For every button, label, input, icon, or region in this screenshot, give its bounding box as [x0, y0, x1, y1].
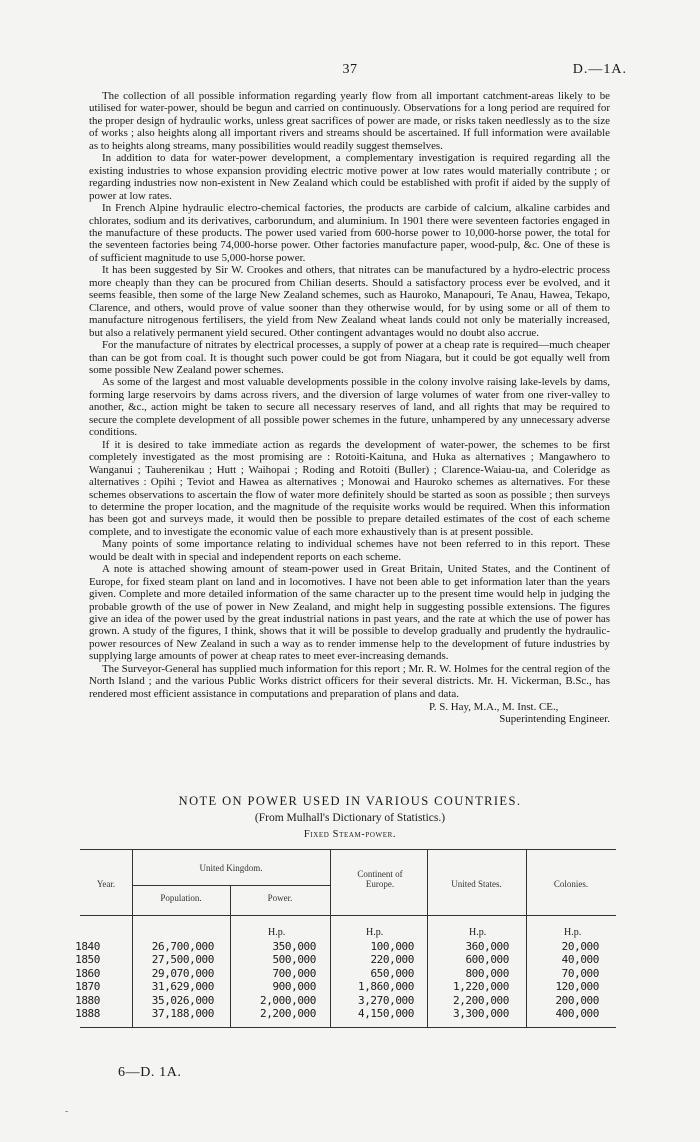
table-cell-colonies: 40,000	[561, 953, 599, 967]
table-cell-population: 29,070,000	[151, 966, 214, 980]
table-cell-population: 37,188,000	[151, 1007, 214, 1020]
signature-title: Superintending Engineer.	[499, 713, 610, 726]
table-cell-us: 600,000	[465, 953, 509, 967]
paragraph: For the manufacture of nitrates by electrical processes, a supply of power at a cheap rate is required—much cheaper than can be got from coal. It is thought such power could be got from Niagara, but it could be got equally well from some possible New Zealand power schemes.	[89, 339, 610, 376]
table-cell-europe: 650,000	[370, 966, 414, 980]
table-bottom-rule	[80, 1027, 616, 1028]
table-cell-us: 3,300,000	[452, 1007, 509, 1020]
table-cell-year: 1850	[75, 953, 100, 967]
header-united-states: United States.	[451, 879, 502, 889]
page-number: 37	[342, 62, 358, 77]
paragraph: The collection of all possible information regarding yearly flow from all important catchment-areas likely to be utilised for water-power, should be begun and carried on continuously. Observations for a long period are required for the proper design of hydraulic works, unless great sacrifices of power are made, or risks taken needlessly as to the size of works ; also heights along all important rivers and streams should be ascertained. If full information were available as to heights along streams, many possibilities would readily suggest themselves.	[89, 90, 610, 152]
paragraph: In French Alpine hydraulic electro-chemical factories, the products are carbide of calcium, alkaline carbides and chlorates, sodium and its derivatives, carborundum, and aluminium. In 1901 there were seventeen factories engaged in the manufacture of these products. The power used varied from 600-horse power to 10,000-horse power, the total for the seventeen factories being 74,000-horse power. Other factories manufacture paper, wood-pulp, &c. One of these is of sufficient magnitude to use 5,000-horse power.	[89, 202, 610, 264]
table-cell-colonies: 120,000	[555, 980, 599, 994]
table-cell-europe: 3,270,000	[357, 993, 414, 1007]
signature-name: P. S. Hay, M.A., M. Inst. CE.,	[429, 701, 559, 714]
note-title: NOTE ON POWER USED IN VARIOUS COUNTRIES.	[178, 794, 522, 808]
table-cell-year: 1840	[75, 940, 100, 953]
steam-power-table	[75, 849, 616, 1049]
table-cell-colonies: 20,000	[561, 940, 599, 953]
header-united-kingdom: United Kingdom.	[199, 863, 263, 873]
table-cell-colonies: 200,000	[555, 993, 599, 1007]
table-cell-us: 1,220,000	[452, 980, 509, 994]
table-cell-population: 31,629,000	[151, 980, 214, 994]
unit-label: H.p.	[469, 927, 487, 938]
table-cell-europe: 4,150,000	[357, 1007, 414, 1020]
unit-label: H.p.	[564, 927, 582, 938]
header-year: Year.	[96, 879, 116, 889]
table-cell-us: 360,000	[465, 940, 509, 953]
table-cell-power: 700,000	[272, 966, 316, 980]
uk-subheader-rule	[132, 885, 330, 886]
table-cell-power: 500,000	[272, 953, 316, 967]
table-header-rule	[80, 915, 616, 916]
paragraph: Many points of some importance relating to individual schemes have not been referred to in this report. These would be dealt with in special and independent reports on each scheme.	[89, 538, 610, 563]
table-cell-power: 2,000,000	[259, 993, 316, 1007]
table-cell-power: 2,200,000	[259, 1007, 316, 1020]
paragraph: If it is desired to take immediate action as regards the development of water-power, the schemes to be first completely investigated as the most promising are : Rotoiti-Kaituna, and Huka as alternatives ; Mangawhero to Wanganui ; Tauherenikau ; Hutt ; Waihopai ; Roding and Rotoiti (Buller) ; Clarence-Waiau-ua, and Coleridge as alternatives : Opihi ; Teviot and Hawea as alternatives ; Monowai and Hauroko schemes as alternatives. For these schemes observations to ascertain the flow of water more definitely should be started as soon as possible ; then surveys to determine the proper location, and the magnitude of the requisite works would be required. When this information has been got and surveys made, it would then be possible to prepare detailed estimates of the cost of each scheme complete, and to investigate the economic value of each more exhaustively than is at present possible.	[89, 438, 610, 538]
header-continent-europe: Continent of Europe.	[357, 869, 403, 889]
table-top-rule	[80, 849, 616, 850]
pencil-mark: -	[65, 1106, 69, 1117]
paragraph: A note is attached showing amount of steam-power used in Great Britain, United States, and the Continent of Europe, for fixed steam plant on land and in locomotives. I have not been able to get information later than the years given. Complete and more detailed information of the same character up to the present time would help in judging the probable growth of the use of power in New Zealand, and might help in suggesting possible extensions. The figures give an idea of the power used by the great industrial nations in past years, and the rate at which the use of power has grown. A study of the figures, I think, shows that it will be possible to develop gradually and prudently the hydraulic-power resources of New Zealand in such a way as to render immense help to the development of future industries by supplying large amounts of power at cheap rates to meet ever-increasing demands.	[89, 563, 610, 663]
table-cell-europe: 220,000	[370, 953, 414, 967]
table-cell-year: 1888	[75, 1007, 100, 1020]
table-cell-year: 1870	[75, 980, 100, 994]
table-cell-us: 800,000	[465, 966, 509, 980]
note-source: (From Mulhall's Dictionary of Statistics.)	[254, 812, 446, 824]
table-cell-europe: 100,000	[370, 940, 414, 953]
table-cell-europe: 1,860,000	[357, 980, 414, 994]
footer-ref: 6—D. 1A.	[118, 1065, 182, 1080]
header-population: Population.	[160, 893, 202, 903]
table-cell-population: 35,026,000	[151, 993, 214, 1007]
note-subtitle: Fixed Steam-power.	[303, 829, 397, 840]
unit-label: H.p.	[268, 927, 286, 938]
table-cell-power: 350,000	[272, 940, 316, 953]
signature-block	[89, 700, 610, 726]
table-cell-us: 2,200,000	[452, 993, 509, 1007]
unit-label: H.p.	[366, 927, 384, 938]
table-cell-colonies: 400,000	[555, 1007, 599, 1020]
table-cell-colonies: 70,000	[561, 966, 599, 980]
table-cell-power: 900,000	[272, 980, 316, 994]
header-power: Power.	[267, 893, 293, 903]
header-colonies: Colonies.	[553, 879, 589, 889]
page-reference: D.—1A.	[572, 62, 627, 77]
paragraph: As some of the largest and most valuable developments possible in the colony involve raising lake-levels by dams, forming large reservoirs by dams across rivers, and the diversion of large volumes of water from one river-valley to another, &c., action might be taken to secure all necessary reserves of land, and all rights that may be required to secure the complete development of all possible power schemes in the future, unhampered by any unnecessary adverse conditions.	[89, 376, 610, 439]
table-cell-year: 1860	[75, 966, 100, 980]
paragraph: The Surveyor-General has supplied much information for this report ; Mr. R. W. Holmes for the central region of the North Island ; and the various Public Works district officers for their several districts. Mr. H. Vickerman, B.Sc., has rendered most efficient assistance in computations and preparation of plans and data.	[89, 662, 610, 700]
table-cell-year: 1880	[75, 993, 100, 1007]
paragraph: In addition to data for water-power development, a complementary investigation is required regarding all the existing industries to whose expansion providing electric motive power at low rates would materially contribute ; or regarding industries now non-existent in New Zealand which could be established with profit if aided by the supply of power at low rates.	[89, 152, 610, 202]
report-body	[89, 90, 610, 726]
table-cell-population: 26,700,000	[151, 940, 214, 953]
paragraph: It has been suggested by Sir W. Crookes and others, that nitrates can be manufactured by a hydro-electric process more cheaply than they can be procured from Chilian deserts. Should a satisfactory process ever be evolved, and it seems feasible, then some of the large New Zealand schemes, such as Hauroko, Manapouri, Te Anau, Hawea, Tekapo, Clarence, and others, would prove of value sooner than they otherwise would, for by using some or all of them to manufacture nitrogenous fertilisers, the yield from New Zealand wheat lands could not only be materially increased, but also a relatively permanent yield secured. Other contingent advantages would no doubt also accrue.	[89, 264, 610, 339]
table-cell-population: 27,500,000	[151, 953, 214, 967]
